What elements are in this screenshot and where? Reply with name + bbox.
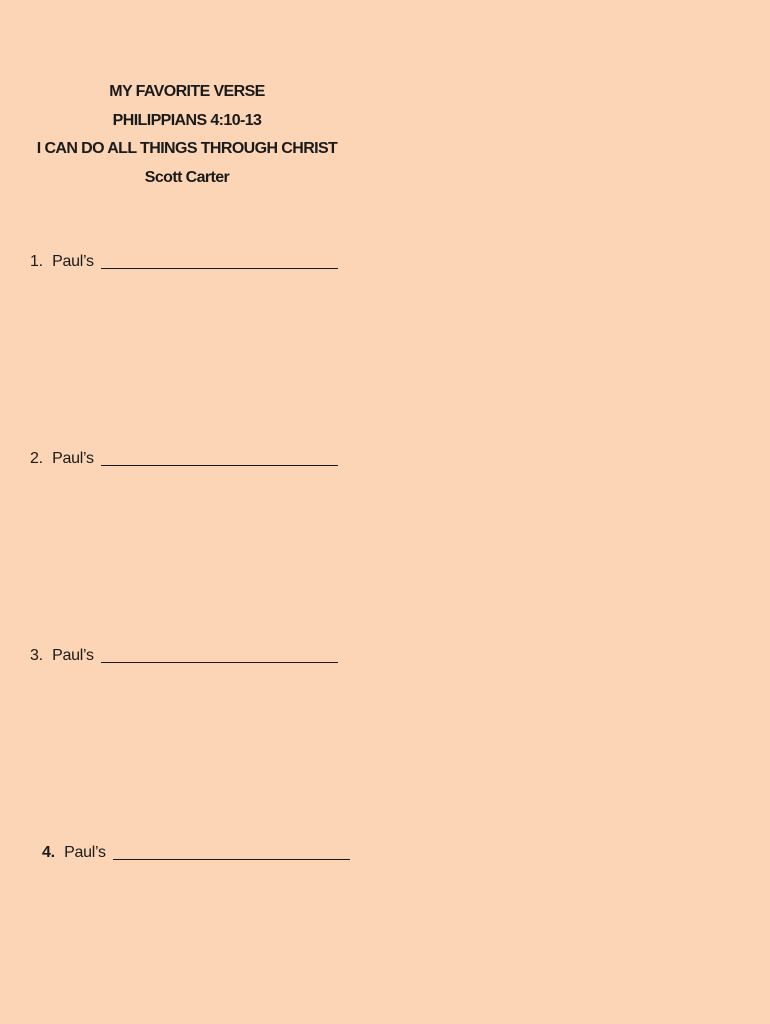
fill-in-item-1 bbox=[30, 252, 338, 272]
header-author: Scott Carter bbox=[144, 168, 230, 186]
item-label: Paul’s bbox=[64, 844, 106, 861]
item-label: Paul’s bbox=[52, 450, 94, 467]
item-number: 2. bbox=[30, 450, 43, 467]
item-label: Paul’s bbox=[52, 253, 94, 270]
fill-in-item-3 bbox=[30, 646, 338, 666]
header-theme: I CAN DO ALL THINGS THROUGH CHRIST bbox=[36, 140, 338, 157]
item-label: Paul’s bbox=[52, 647, 94, 664]
item-number: 4. bbox=[42, 844, 55, 861]
fill-in-blank-1[interactable] bbox=[101, 252, 338, 269]
header-title: MY FAVORITE VERSE bbox=[109, 83, 265, 100]
item-number: 1. bbox=[30, 253, 43, 270]
header-scripture-reference: PHILIPPIANS 4:10-13 bbox=[112, 111, 262, 129]
worksheet-header bbox=[0, 78, 374, 192]
fill-in-blank-2[interactable] bbox=[101, 449, 338, 466]
fill-in-blank-3[interactable] bbox=[101, 646, 338, 663]
fill-in-item-2 bbox=[30, 449, 338, 469]
item-number: 3. bbox=[30, 647, 43, 664]
fill-in-item-4 bbox=[42, 843, 350, 863]
fill-in-blank-4[interactable] bbox=[113, 843, 350, 860]
